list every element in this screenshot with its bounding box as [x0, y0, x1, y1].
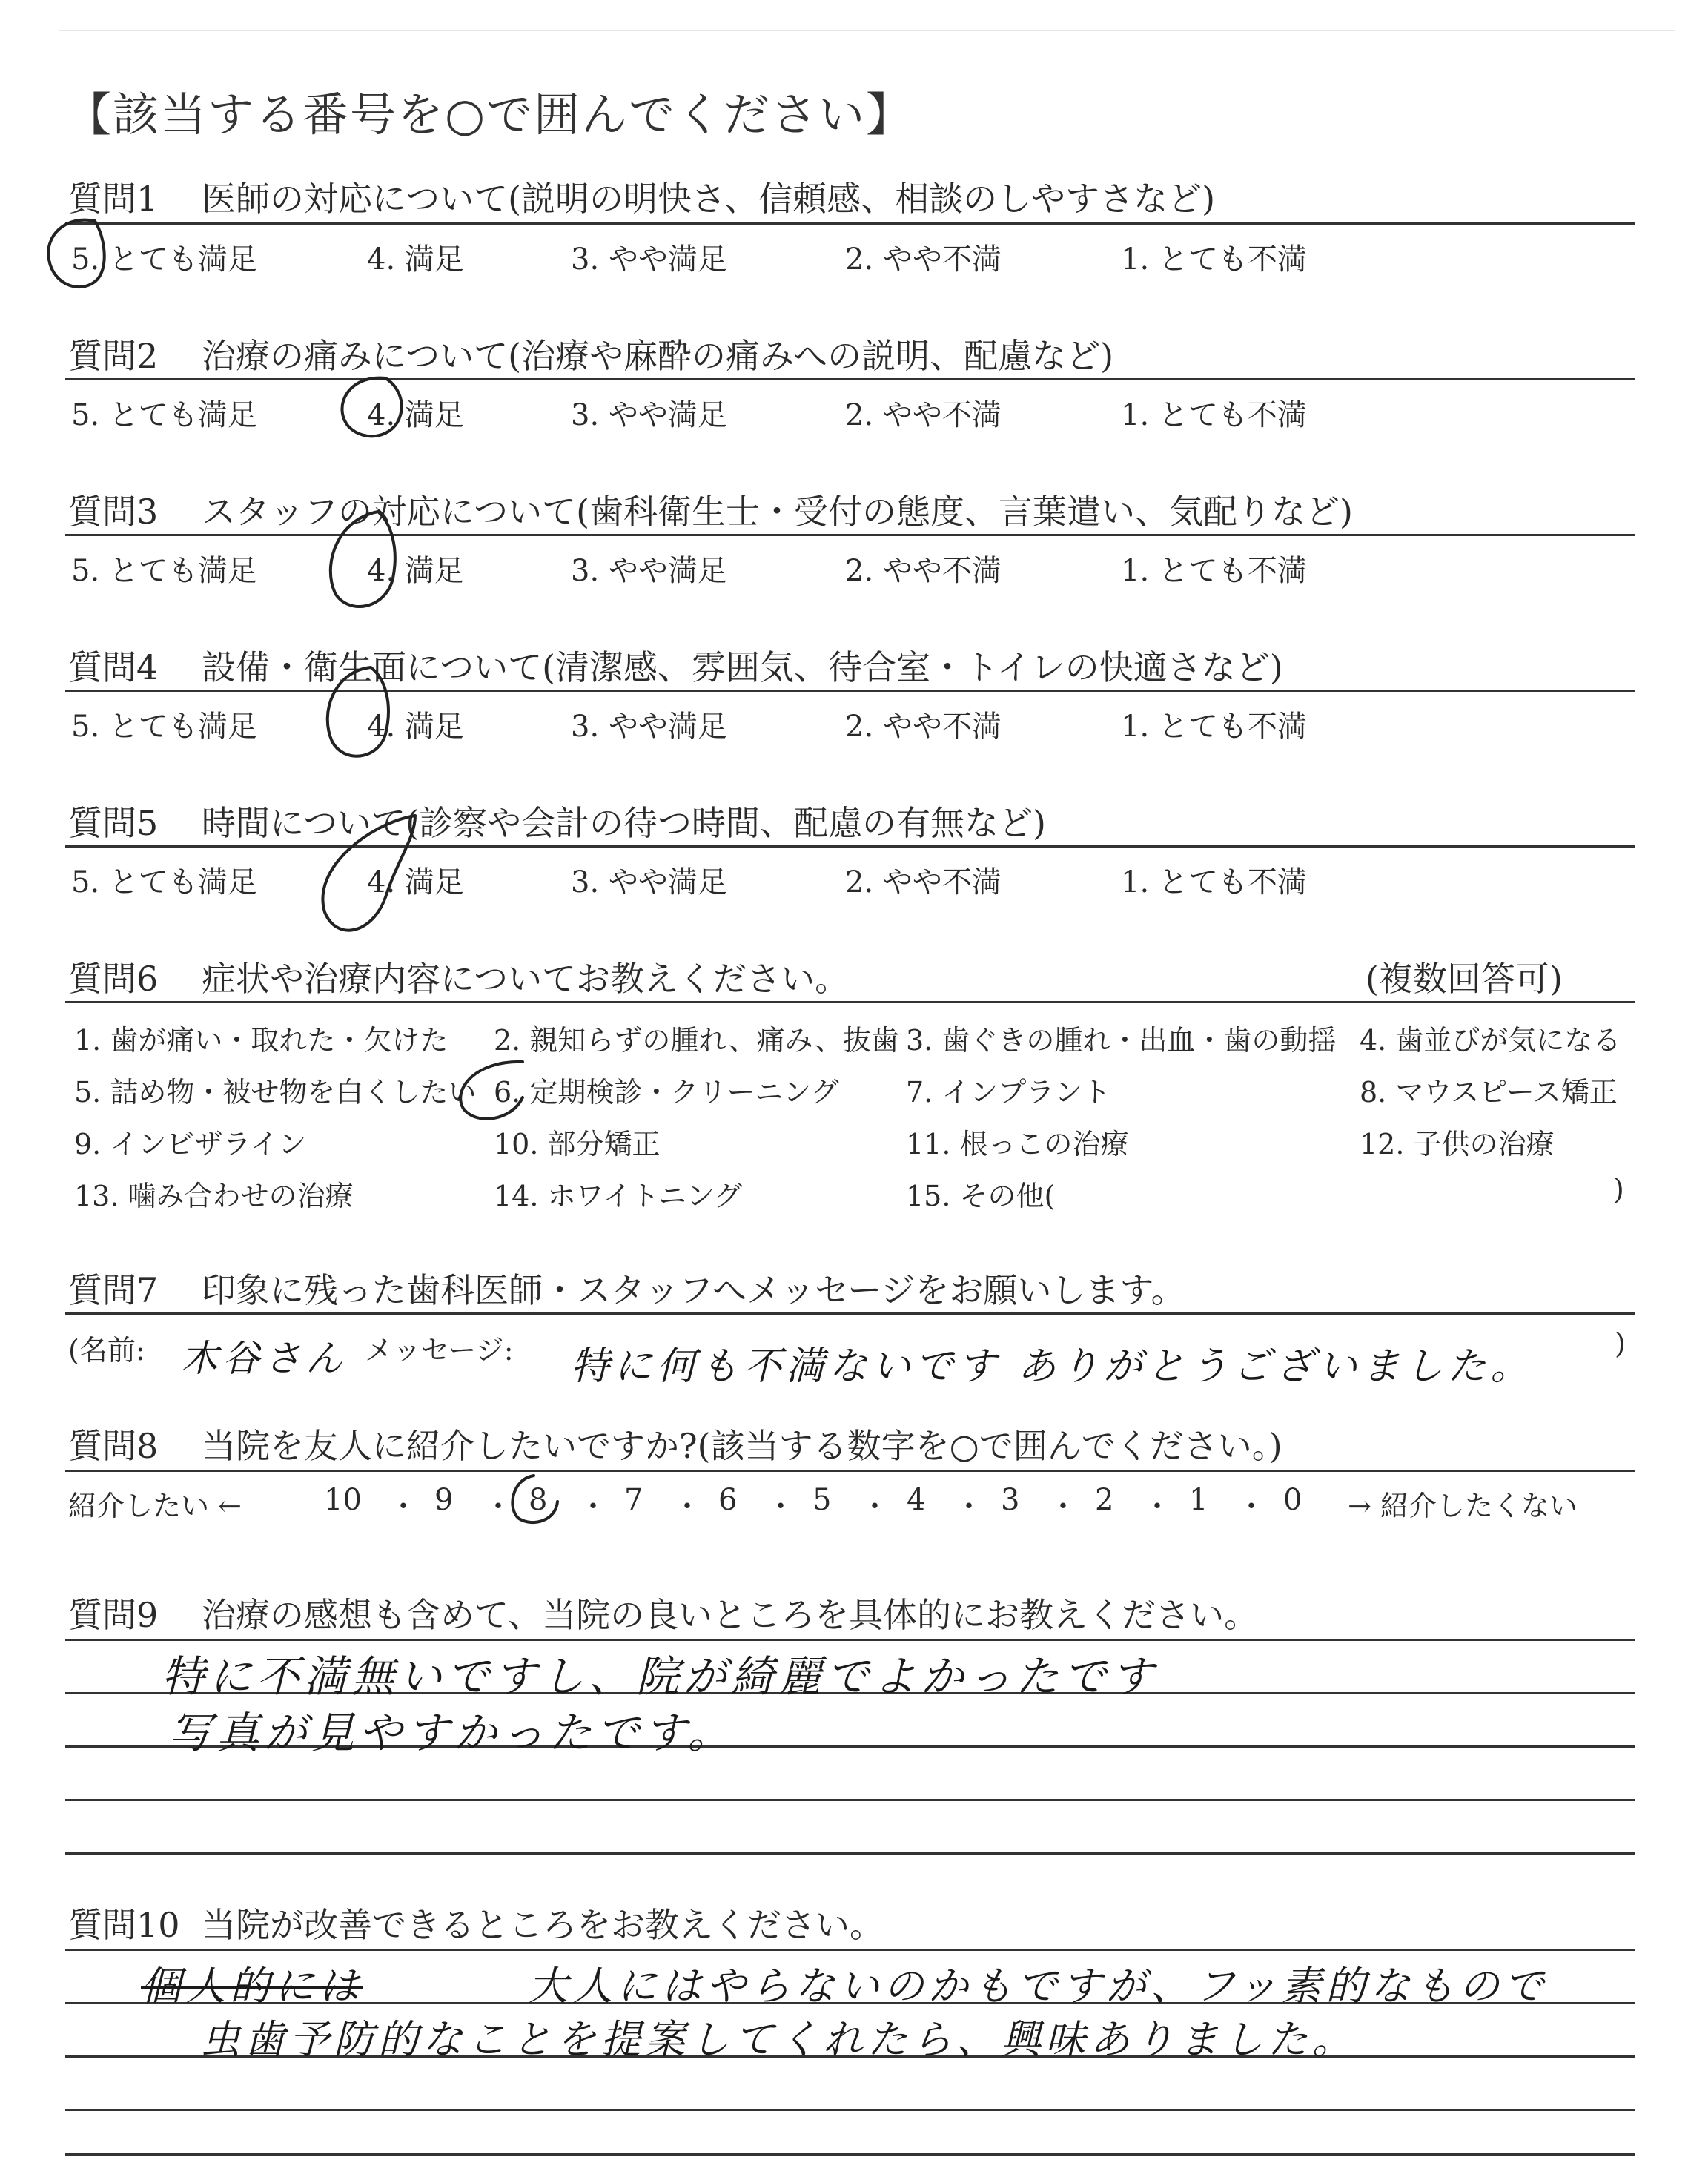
q6-option-3[interactable]: 3. 歯ぐきの腫れ・出血・歯の動揺 — [906, 1024, 1337, 1057]
q2-option-1[interactable]: 1. とても不満 — [1121, 398, 1307, 432]
q8-score-8[interactable]: 8 — [529, 1483, 548, 1517]
q2-option-4[interactable]: 4. 満足 — [367, 398, 464, 432]
q7-name-value[interactable]: 木谷さん — [181, 1337, 347, 1380]
q4-label: 質問4 — [68, 647, 159, 687]
q8-score-10[interactable]: 10 — [324, 1483, 362, 1517]
q3-option-3[interactable]: 3. やや満足 — [571, 554, 727, 588]
q6-option-2[interactable]: 2. 親知らずの腫れ、痛み、抜歯 — [494, 1024, 899, 1057]
q6-option-15[interactable]: 15. その他( — [906, 1180, 1056, 1212]
q7-close: ) — [1615, 1327, 1626, 1360]
q7-message-value[interactable]: 特に何も不満ないです ありがとうございました。 — [571, 1344, 1534, 1389]
q8-text: 当院を友人に紹介したいですか?(該当する数字を○で囲んでください。) — [202, 1426, 1282, 1466]
q10-answer-line-2[interactable]: 虫歯予防的なことを提案してくれたら、興味ありました。 — [200, 2016, 1357, 2063]
q7-name-label: (名前: — [68, 1334, 145, 1367]
q7-label: 質問7 — [68, 1270, 159, 1310]
q8-score-4[interactable]: 4 — [907, 1483, 926, 1517]
q4-rule — [65, 690, 1635, 692]
q1-label: 質問1 — [68, 179, 159, 219]
q6-option-10[interactable]: 10. 部分矯正 — [494, 1128, 661, 1160]
q6-text: 症状や治療内容についてお教えください。 — [202, 959, 850, 999]
q8-dot: ・ — [483, 1490, 513, 1524]
q6-option-4[interactable]: 4. 歯並びが気になる — [1360, 1024, 1621, 1057]
q5-option-3[interactable]: 3. やや満足 — [571, 865, 727, 899]
q10-rule-5 — [65, 2153, 1635, 2156]
top-edge — [59, 30, 1675, 31]
q1-option-5[interactable]: 5. とても満足 — [71, 242, 257, 277]
q10-text: 当院が改善できるところをお教えください。 — [202, 1905, 884, 1945]
q8-dot: ・ — [954, 1490, 984, 1524]
q10-struck-text[interactable]: 個人的には — [141, 1963, 363, 2009]
q3-option-5[interactable]: 5. とても満足 — [71, 554, 257, 588]
q8-dot: ・ — [578, 1490, 608, 1524]
q4-option-3[interactable]: 3. やや満足 — [571, 710, 727, 744]
q1-rule — [65, 222, 1635, 225]
q6-option-8[interactable]: 8. マウスピース矯正 — [1360, 1076, 1618, 1109]
q6-option-6[interactable]: 6. 定期検診・クリーニング — [494, 1076, 839, 1109]
q6-option-14[interactable]: 14. ホワイトニング — [494, 1180, 743, 1212]
q8-dot: ・ — [388, 1490, 418, 1524]
q8-score-9[interactable]: 9 — [434, 1483, 454, 1517]
q5-text: 時間について(診察や会計の待つ時間、配慮の有無など) — [202, 803, 1046, 843]
q3-option-4[interactable]: 4. 満足 — [367, 554, 464, 588]
q9-answer-line-2[interactable]: 写真が見やすかったです。 — [169, 1708, 735, 1758]
q1-text: 医師の対応について(説明の明快さ、信頼感、相談のしやすさなど) — [202, 179, 1216, 219]
q8-rule — [65, 1470, 1635, 1472]
q8-score-7[interactable]: 7 — [624, 1483, 643, 1517]
q9-rule-1 — [65, 1639, 1635, 1641]
q8-score-5[interactable]: 5 — [812, 1483, 832, 1517]
q5-option-4[interactable]: 4. 満足 — [367, 865, 464, 899]
q2-option-5[interactable]: 5. とても満足 — [71, 398, 257, 432]
q8-score-0[interactable]: 0 — [1283, 1483, 1302, 1517]
q7-text: 印象に残った歯科医師・スタッフへメッセージをお願いします。 — [202, 1270, 1185, 1310]
q10-label: 質問10 — [68, 1905, 180, 1945]
q8-dot: ・ — [1237, 1490, 1266, 1524]
q4-option-4[interactable]: 4. 満足 — [367, 710, 464, 744]
q8-score-3[interactable]: 3 — [1001, 1483, 1020, 1517]
q6-option-9[interactable]: 9. インビザライン — [74, 1128, 307, 1160]
q8-score-1[interactable]: 1 — [1189, 1483, 1208, 1517]
q2-rule — [65, 378, 1635, 380]
q4-option-5[interactable]: 5. とても満足 — [71, 710, 257, 744]
q4-option-2[interactable]: 2. やや不満 — [845, 710, 1002, 744]
q9-text: 治療の感想も含めて、当院の良いところを具体的にお教えください。 — [202, 1595, 1259, 1635]
q1-option-3[interactable]: 3. やや満足 — [571, 242, 727, 277]
q6-option-1[interactable]: 1. 歯が痛い・取れた・欠けた — [74, 1024, 448, 1057]
q3-text: スタッフの対応について(歯科衛生士・受付の態度、言葉遣い、気配りなど) — [202, 492, 1353, 532]
q8-dot: ・ — [1048, 1490, 1078, 1524]
q8-dot: ・ — [860, 1490, 890, 1524]
q2-label: 質問2 — [68, 336, 159, 376]
q5-option-1[interactable]: 1. とても不満 — [1121, 865, 1307, 899]
q9-answer-line-1[interactable]: 特に不満無いですし、院が綺麗でよかったです — [162, 1651, 1159, 1702]
q4-text: 設備・衛生面について(清潔感、雰囲気、待合室・トイレの快適さなど) — [202, 647, 1283, 687]
page-title: 【該当する番号を○で囲んでください】 — [65, 87, 914, 142]
q10-answer-line-1[interactable]: 大人にはやらないのかもですが、フッ素的なもので — [528, 1963, 1549, 2009]
q10-rule-4 — [65, 2109, 1635, 2111]
q6-option-15-close: ) — [1613, 1173, 1624, 1206]
q8-label: 質問8 — [68, 1426, 159, 1466]
q7-rule — [65, 1312, 1635, 1315]
q6-option-13[interactable]: 13. 噛み合わせの治療 — [74, 1180, 354, 1212]
q8-score-2[interactable]: 2 — [1095, 1483, 1114, 1517]
q3-label: 質問3 — [68, 492, 159, 532]
q1-option-1[interactable]: 1. とても不満 — [1121, 242, 1307, 277]
q8-score-6[interactable]: 6 — [718, 1483, 738, 1517]
q8-dot: ・ — [766, 1490, 795, 1524]
q6-rule — [65, 1001, 1635, 1003]
q6-option-7[interactable]: 7. インプラント — [906, 1076, 1111, 1109]
q6-option-12[interactable]: 12. 子供の治療 — [1360, 1128, 1555, 1160]
q3-rule — [65, 534, 1635, 536]
q3-option-1[interactable]: 1. とても不満 — [1121, 554, 1307, 588]
q5-option-2[interactable]: 2. やや不満 — [845, 865, 1002, 899]
q9-label: 質問9 — [68, 1595, 159, 1635]
q1-option-4[interactable]: 4. 満足 — [367, 242, 464, 277]
q3-option-2[interactable]: 2. やや不満 — [845, 554, 1002, 588]
q6-option-5[interactable]: 5. 詰め物・被せ物を白くしたい — [74, 1076, 477, 1109]
q2-option-3[interactable]: 3. やや満足 — [571, 398, 727, 432]
q2-option-2[interactable]: 2. やや不満 — [845, 398, 1002, 432]
q6-note: (複数回答可) — [1366, 959, 1563, 999]
q4-option-1[interactable]: 1. とても不満 — [1121, 710, 1307, 744]
q8-right-label: → 紹介したくない — [1348, 1490, 1578, 1522]
q9-rule-4 — [65, 1799, 1635, 1801]
q9-rule-5 — [65, 1852, 1635, 1855]
q1-option-2[interactable]: 2. やや不満 — [845, 242, 1002, 277]
q8-dot: ・ — [672, 1490, 702, 1524]
q8-left-label: 紹介したい ← — [68, 1490, 242, 1522]
q6-option-11[interactable]: 11. 根っこの治療 — [906, 1128, 1129, 1160]
q5-option-5[interactable]: 5. とても満足 — [71, 865, 257, 899]
q10-rule-1 — [65, 1949, 1635, 1951]
q5-rule — [65, 845, 1635, 848]
q6-label: 質問6 — [68, 959, 159, 999]
q2-text: 治療の痛みについて(治療や麻酔の痛みへの説明、配慮など) — [202, 336, 1114, 376]
q5-label: 質問5 — [68, 803, 159, 843]
q7-message-label: メッセージ: — [365, 1334, 514, 1367]
q8-dot: ・ — [1142, 1490, 1172, 1524]
